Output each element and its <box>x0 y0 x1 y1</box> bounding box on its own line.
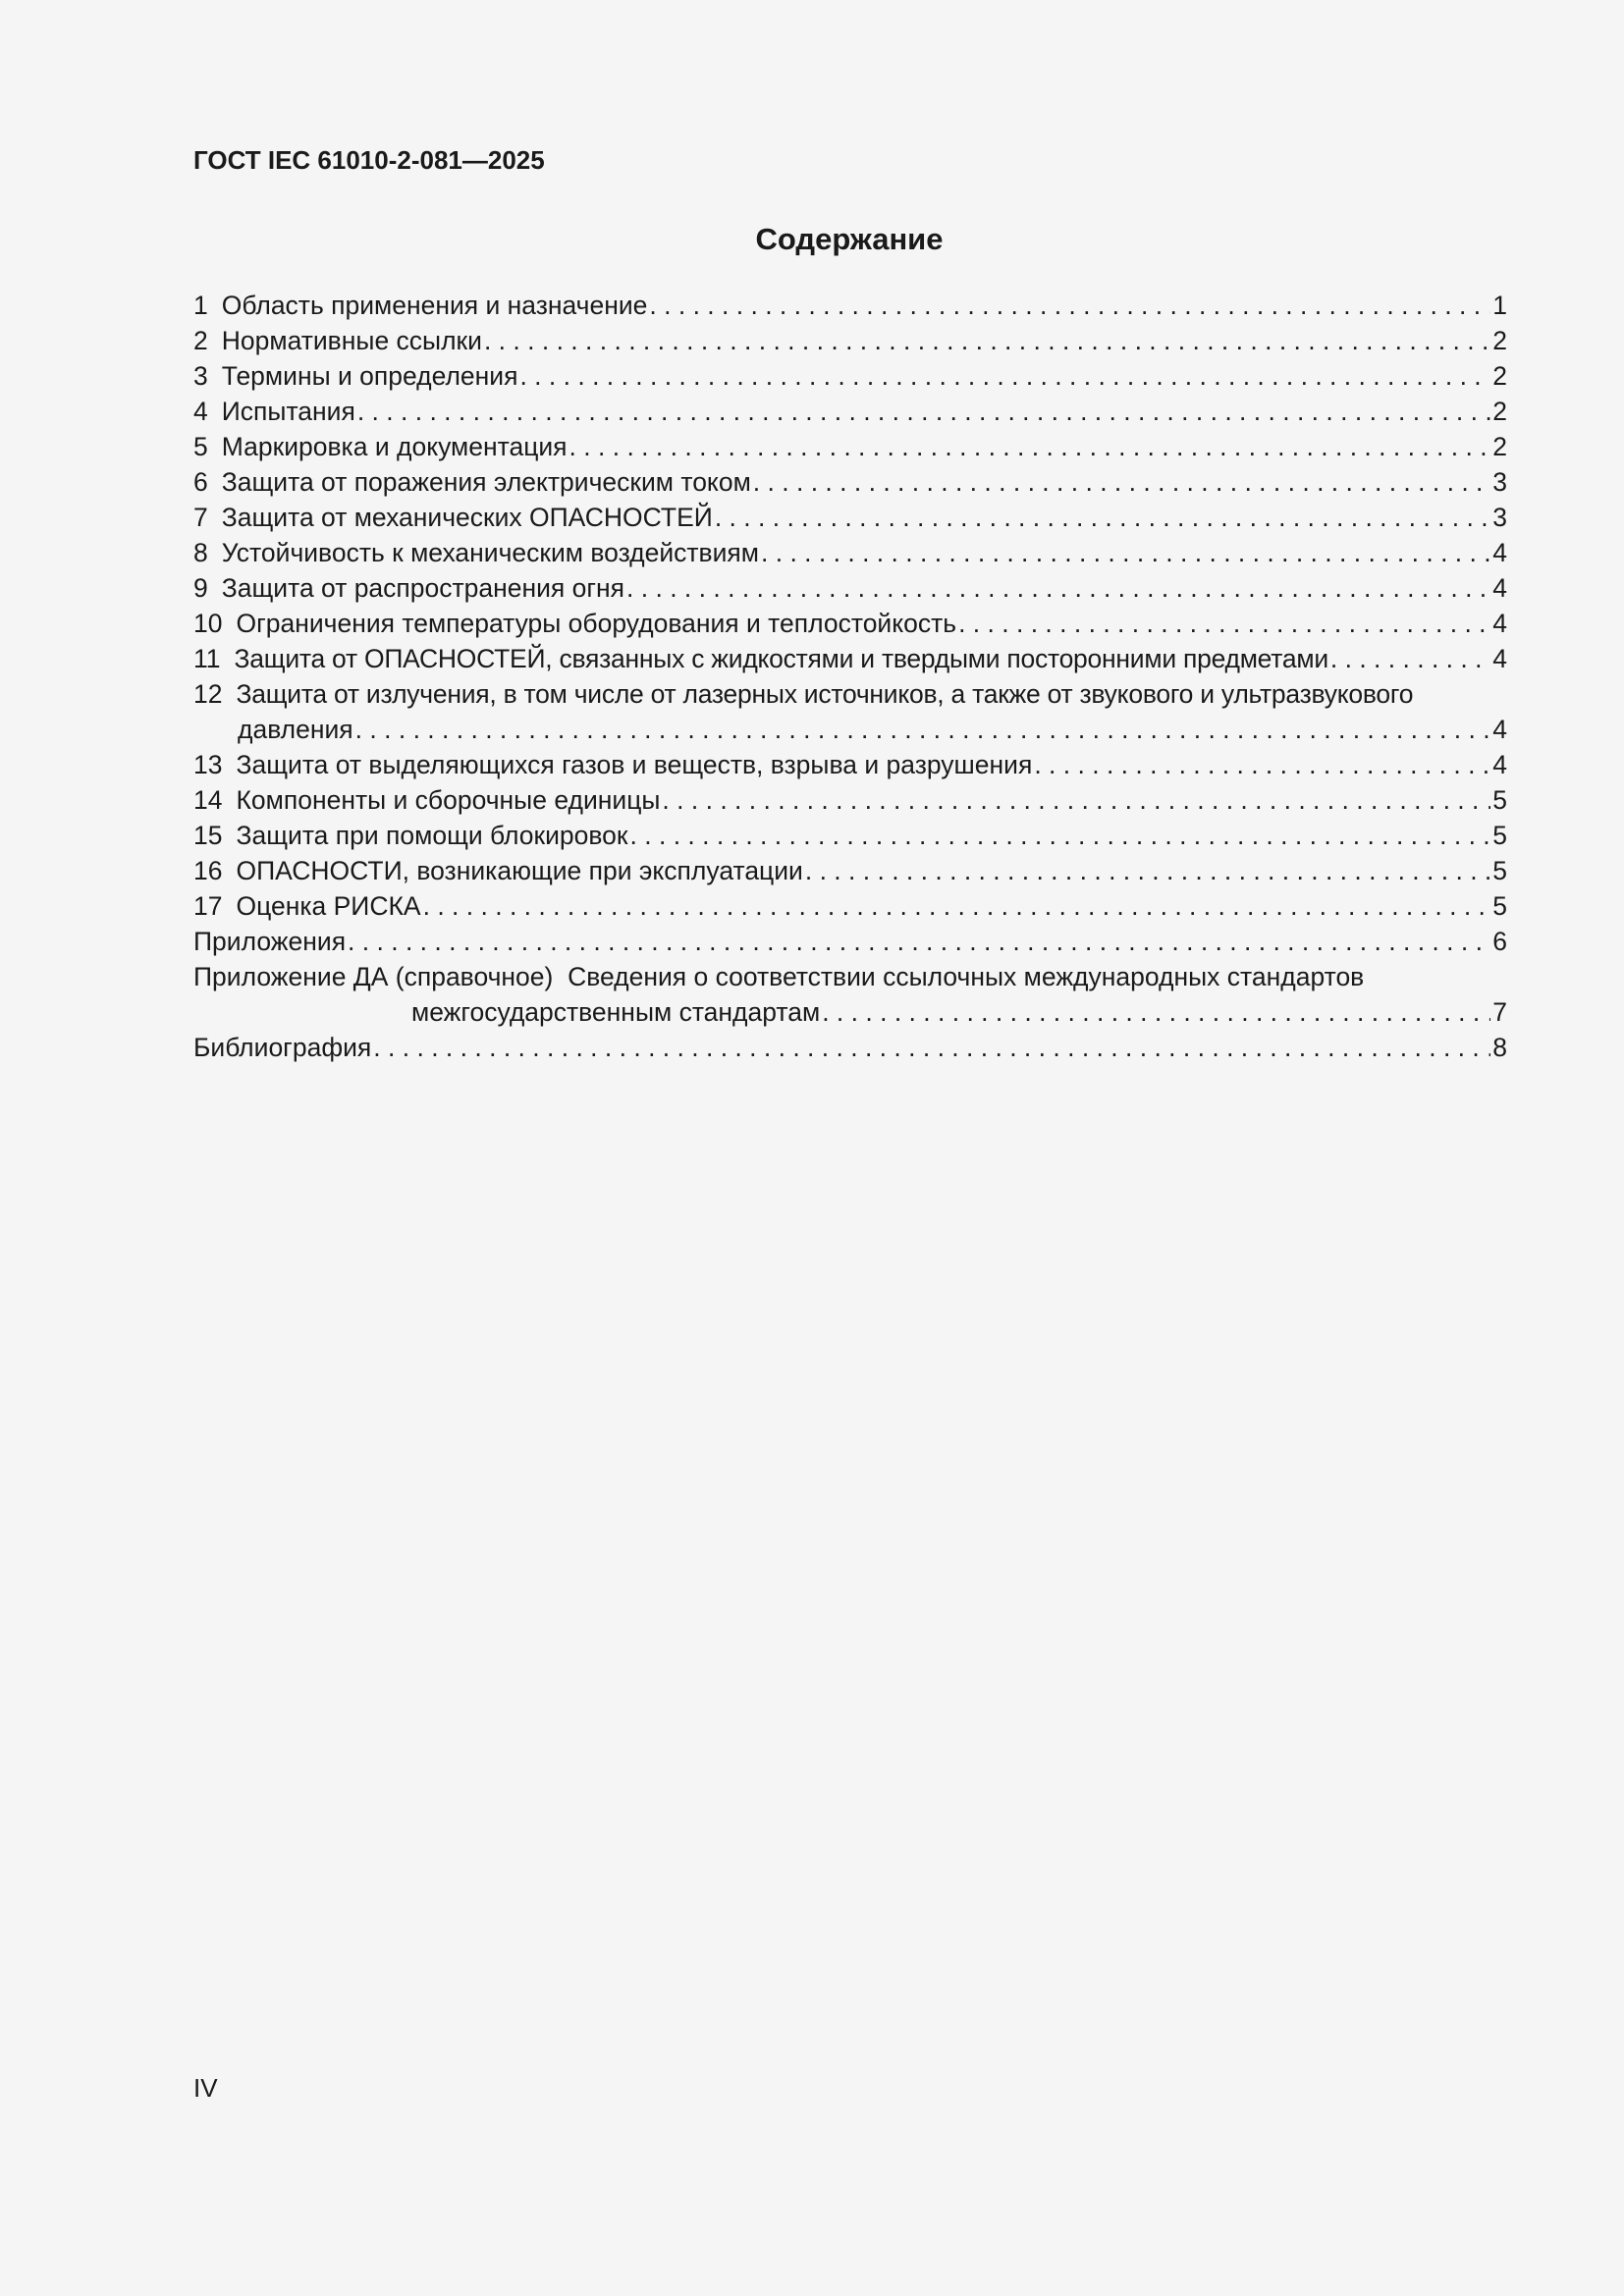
dot-leader <box>753 464 1490 500</box>
toc-entry-number: 10 <box>193 609 223 638</box>
toc-entry-number: 2 <box>193 326 208 355</box>
toc-entry-11[interactable] <box>193 641 1507 676</box>
toc-entry-9[interactable] <box>193 570 1507 606</box>
toc-entry-8[interactable] <box>193 535 1507 570</box>
dot-leader <box>484 323 1490 358</box>
toc-entry-page: 4 <box>1492 573 1507 603</box>
toc-title: Содержание <box>755 222 944 256</box>
toc-entry-number: 13 <box>193 750 223 779</box>
toc-entry-label-continued: межгосударственным стандартам <box>411 997 821 1027</box>
toc-entry-page: 2 <box>1492 397 1507 426</box>
toc-entry-label: Компоненты и сборочные единицы <box>236 785 661 815</box>
toc-entry-number: 4 <box>193 397 208 426</box>
toc-entry-page: 5 <box>1492 785 1507 815</box>
toc-entry-label: Защита от механических ОПАСНОСТЕЙ <box>221 503 713 532</box>
toc-entry-page: 6 <box>1492 927 1507 956</box>
toc-entry-page: 3 <box>1492 503 1507 532</box>
dot-leader <box>958 606 1490 641</box>
toc-entry-number: 16 <box>193 856 223 885</box>
toc-entry-16[interactable] <box>193 853 1507 888</box>
dot-leader <box>1034 747 1490 782</box>
toc-entry-10[interactable] <box>193 606 1507 641</box>
toc-entry-number: 14 <box>193 785 223 815</box>
toc-entry-label: Защита от ОПАСНОСТЕЙ, связанных с жидкостями и твердыми посторонними предметами <box>234 644 1328 673</box>
toc-entry-number: 6 <box>193 467 208 497</box>
toc-entry-page: 4 <box>1492 538 1507 567</box>
toc-entry-label: Приложения <box>193 927 347 956</box>
toc-entry-number: 7 <box>193 503 208 532</box>
toc-entry-page: 4 <box>1492 715 1507 744</box>
toc-entry-page: 2 <box>1492 432 1507 461</box>
toc-entry-label: Термины и определения <box>221 361 518 391</box>
dot-leader <box>373 1030 1490 1065</box>
toc-entry-12[interactable] <box>193 676 1507 747</box>
toc-entry-number: 17 <box>193 891 223 921</box>
toc-entry-page: 5 <box>1492 856 1507 885</box>
dot-leader <box>805 853 1490 888</box>
toc-entry-label: Защита от распространения огня <box>221 573 625 603</box>
toc-entry-label: Защита от поражения электрическим током <box>221 467 751 497</box>
toc-entry-3[interactable] <box>193 358 1507 394</box>
toc-entry-number: 15 <box>193 821 223 850</box>
toc-entry-label: ОПАСНОСТИ, возникающие при эксплуатации <box>236 856 803 885</box>
dot-leader <box>569 429 1491 464</box>
dot-leader <box>662 782 1490 818</box>
toc-entry-page: 3 <box>1492 467 1507 497</box>
toc-entry-number: 3 <box>193 361 208 391</box>
toc-entry-page: 5 <box>1492 821 1507 850</box>
dot-leader <box>626 570 1490 606</box>
toc-entry-number: 1 <box>193 291 208 320</box>
page-number: IV <box>193 2073 218 2103</box>
dot-leader <box>822 994 1490 1030</box>
dot-leader <box>348 924 1490 959</box>
toc-entry-label: Библиография <box>193 1033 372 1062</box>
toc-entry-page: 5 <box>1492 891 1507 921</box>
toc-entry-2[interactable] <box>193 323 1507 358</box>
toc-entry-bibliography[interactable] <box>193 1030 1507 1065</box>
toc-entry-label: Оценка РИСКА <box>236 891 421 921</box>
toc-entry-page: 4 <box>1492 644 1507 673</box>
toc-entry-15[interactable] <box>193 818 1507 853</box>
dot-leader <box>357 394 1490 429</box>
toc-entry-page: 2 <box>1492 361 1507 391</box>
toc-entry-label: Область применения и назначение <box>221 291 648 320</box>
toc-entry-label: Защита от излучения, в том числе от лазерных источников, а также от звукового и ультразвукового <box>236 679 1414 709</box>
toc-entry-6[interactable] <box>193 464 1507 500</box>
table-of-contents <box>193 288 1507 1065</box>
toc-entry-page: 8 <box>1492 1033 1507 1062</box>
dot-leader <box>1330 641 1490 676</box>
toc-entry-label: Ограничения температуры оборудования и теплостойкость <box>236 609 957 638</box>
toc-entry-label: Приложение ДА (справочное) Сведения о соответствии ссылочных международных стандартов <box>193 962 1365 991</box>
toc-entry-label: Защита при помощи блокировок <box>236 821 628 850</box>
toc-entry-label-continued: давления <box>238 715 353 744</box>
toc-entry-label: Нормативные ссылки <box>221 326 482 355</box>
dot-leader <box>761 535 1490 570</box>
toc-entry-page: 4 <box>1492 609 1507 638</box>
toc-entry-4[interactable] <box>193 394 1507 429</box>
dot-leader <box>630 818 1491 853</box>
dot-leader <box>423 888 1491 924</box>
toc-entry-label: Маркировка и документация <box>221 432 568 461</box>
toc-entry-number: 5 <box>193 432 208 461</box>
toc-entry-17[interactable] <box>193 888 1507 924</box>
dot-leader <box>649 288 1490 323</box>
toc-entry-annex-da[interactable] <box>193 959 1507 1030</box>
toc-entry-14[interactable] <box>193 782 1507 818</box>
toc-entry-annexes[interactable] <box>193 924 1507 959</box>
toc-entry-page: 4 <box>1492 750 1507 779</box>
toc-entry-number: 8 <box>193 538 208 567</box>
toc-entry-page: 1 <box>1492 291 1507 320</box>
document-header: ГОСТ IEC 61010-2-081—2025 <box>193 145 545 175</box>
toc-entry-1[interactable] <box>193 288 1507 323</box>
toc-entry-number: 9 <box>193 573 208 603</box>
toc-entry-number: 11 <box>193 644 221 673</box>
toc-entry-label: Испытания <box>221 397 355 426</box>
dot-leader <box>715 500 1490 535</box>
dot-leader <box>355 712 1491 747</box>
toc-entry-7[interactable] <box>193 500 1507 535</box>
toc-entry-number: 12 <box>193 679 223 709</box>
toc-entry-5[interactable] <box>193 429 1507 464</box>
toc-entry-label: Защита от выделяющихся газов и веществ, взрыва и разрушения <box>236 750 1033 779</box>
dot-leader <box>519 358 1490 394</box>
toc-entry-label: Устойчивость к механическим воздействиям <box>221 538 759 567</box>
toc-entry-page: 7 <box>1492 997 1507 1027</box>
toc-entry-13[interactable] <box>193 747 1507 782</box>
toc-entry-page: 2 <box>1492 326 1507 355</box>
